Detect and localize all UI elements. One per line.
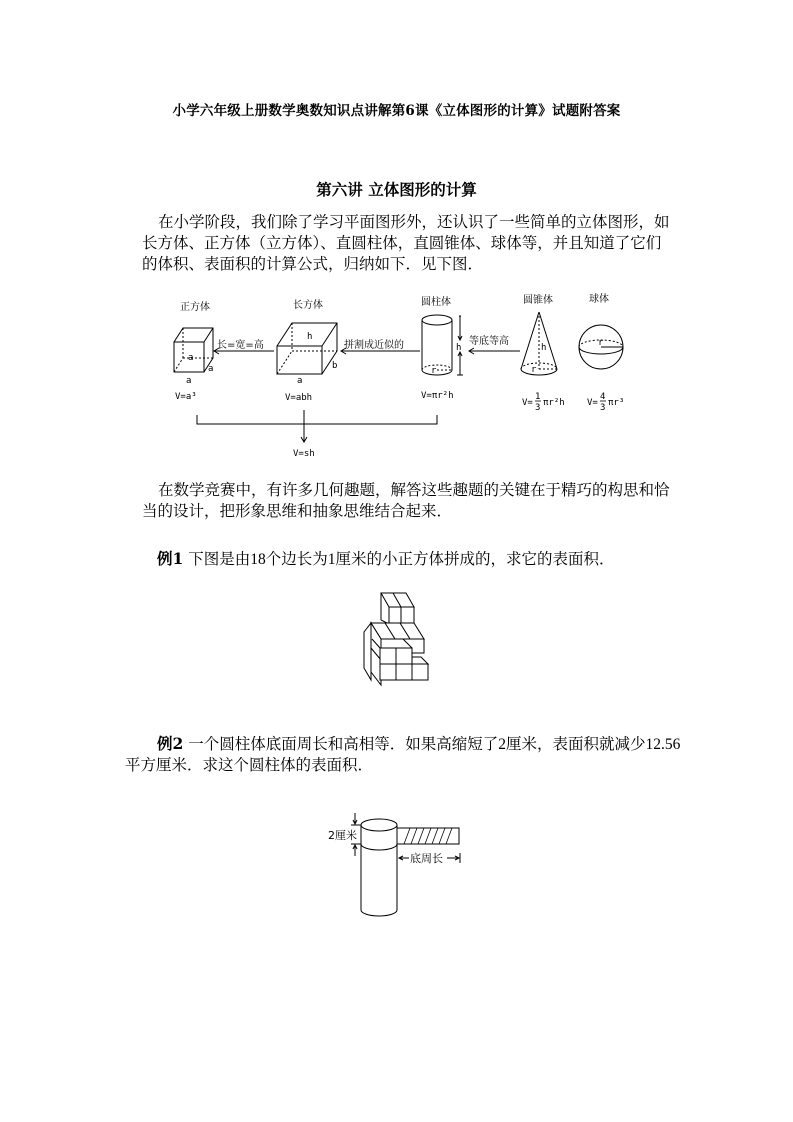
arrow-label-cut-approx: 拼割成近似的 bbox=[344, 340, 404, 351]
arrow-label-equal-sides: 长=宽=高 bbox=[217, 340, 264, 351]
svg-text:3: 3 bbox=[535, 403, 541, 413]
svg-text:a: a bbox=[208, 364, 214, 374]
svg-text:3: 3 bbox=[600, 403, 606, 413]
competition-paragraph: 在数学竞赛中，有许多几何趣题，解答这些趣题的关键在于精巧的构思和恰当的设计，把形象思维和抽象思维结合起来． bbox=[142, 481, 670, 520]
cone-label: 圆锥体 bbox=[523, 295, 553, 306]
svg-text:h: h bbox=[541, 343, 547, 353]
svg-text:1: 1 bbox=[535, 392, 541, 402]
arrow-label-same-base-height: 等底等高 bbox=[469, 336, 509, 347]
svg-text:h: h bbox=[456, 343, 462, 353]
svg-text:a: a bbox=[188, 353, 194, 363]
svg-text:r: r bbox=[431, 366, 437, 376]
common-formula: V=sh bbox=[293, 449, 315, 459]
cylinder-reduction-figure bbox=[320, 808, 470, 920]
example-1: 例1 下图是由18个边长为1厘米的小正方体拼成的，求它的表面积． bbox=[157, 549, 615, 568]
cone-figure bbox=[521, 312, 557, 375]
cylinder-formula: V=πr²h bbox=[421, 391, 454, 401]
intro-paragraph: 在小学阶段，我们除了学习平面图形外，还认识了一些简单的立体图形，如长方体、正方体（立方体）、直圆柱体，直圆锥体、球体等，并且知道了它们的体积、表面积的计算公式，归纳如下．见下图． bbox=[142, 213, 670, 273]
cube-stack-figure bbox=[350, 588, 440, 688]
svg-text:4: 4 bbox=[600, 392, 606, 402]
cuboid-label: 长方体 bbox=[293, 300, 323, 311]
sphere-label: 球体 bbox=[589, 294, 609, 305]
sphere-formula-prefix: V= bbox=[587, 398, 598, 408]
cylinder-label: 圆柱体 bbox=[421, 297, 451, 308]
cube-label: 正方体 bbox=[180, 302, 210, 313]
svg-text:a: a bbox=[297, 376, 303, 386]
cone-formula: πr²h bbox=[543, 398, 565, 408]
document-title: 小学六年级上册数学奥数知识点讲解第6课《立体图形的计算》试题附答案 bbox=[172, 103, 621, 119]
svg-text:h: h bbox=[307, 332, 313, 342]
lecture-title: 第六讲 立体图形的计算 bbox=[316, 180, 477, 199]
svg-text:r: r bbox=[598, 338, 604, 348]
example-label: 例1 bbox=[157, 549, 184, 568]
sphere-formula: πr³ bbox=[608, 398, 625, 408]
cube-formula: V=a³ bbox=[175, 392, 197, 402]
solids-formula-diagram bbox=[160, 290, 660, 465]
svg-text:r: r bbox=[531, 365, 537, 375]
cone-formula-prefix: V= bbox=[522, 398, 533, 408]
cuboid-formula: V=abh bbox=[285, 393, 313, 403]
svg-text:b: b bbox=[332, 361, 338, 371]
circumference-label: 底周长 bbox=[410, 852, 443, 865]
example-2: 例2 一个圆柱体底面周长和高相等．如果高缩短了2厘米，表面积就减少12.56平方厘米．求这个圆柱体的表面积． bbox=[125, 734, 681, 774]
height-label: 2厘米 bbox=[328, 829, 357, 842]
cuboid-figure bbox=[277, 323, 337, 374]
example-label: 例2 bbox=[157, 734, 184, 753]
svg-text:a: a bbox=[186, 376, 192, 386]
